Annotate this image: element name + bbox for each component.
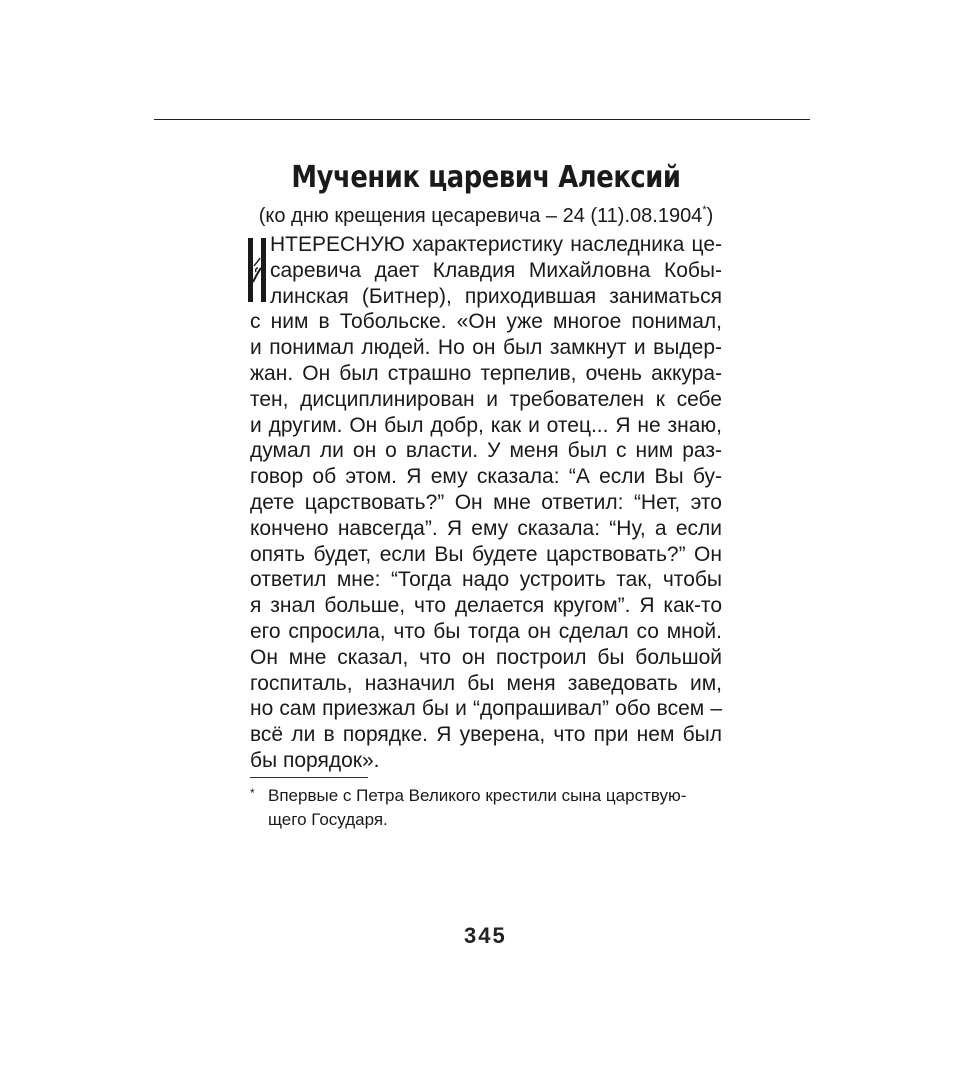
text-line: ответил мне: “Тогда надо устроить так, чтобы <box>250 568 722 592</box>
text-line: но сам приезжал бы и “допрашивал” обо всем – <box>250 697 722 721</box>
footnote-line: щего Государя. <box>268 810 388 829</box>
text-line: кончено навсегда”. Я ему сказала: “Ну, а если <box>250 516 722 540</box>
text-line: и понимал людей. Но он был замкнут и выдер- <box>250 336 722 360</box>
footnote-line: Впервые с Петра Великого крестили сына царствую- <box>268 786 687 805</box>
footnote-marker: * <box>250 786 255 800</box>
text-line: тен, дисциплинирован и требователен к себе <box>250 387 722 411</box>
text-line: бы порядок». <box>250 748 380 772</box>
text-line: думал ли он о власти. У меня был с ним раз- <box>250 439 722 463</box>
subtitle-text: (ко дню крещения цесаревича – 24 (11).08.1904 <box>258 205 703 227</box>
text-line: и другим. Он был добр, как и отец... Я не знаю, <box>250 413 722 437</box>
article-body <box>250 232 722 774</box>
text-line: с ним в Тобольске. «Он уже многое понимал, <box>250 310 722 334</box>
text-line: НТЕРЕСНУЮ характеристику наследника це- <box>270 233 722 256</box>
text-line: саревича дает Клавдия Михайловна Кобы- <box>270 258 722 282</box>
text-line: Он мне сказал, что он построил бы большой <box>250 645 722 669</box>
text-line: жан. Он был страшно терпелив, очень аккура- <box>250 361 722 385</box>
text-line: я знал больше, что делается кругом”. Я как-то <box>250 594 722 618</box>
page-title: Мученик царевич Алексий <box>291 160 681 195</box>
text-line: говор об этом. Я ему сказала: “А если Вы бу- <box>250 465 722 489</box>
text-line: его спросила, что бы тогда он сделал со мной. <box>250 619 722 643</box>
subtitle <box>250 203 722 229</box>
footnote <box>250 784 730 832</box>
subtitle-footnote-marker: * <box>702 204 707 216</box>
text-line: дете царствовать?” Он мне ответил: “Нет, это <box>250 490 722 514</box>
header-rule <box>154 119 810 120</box>
page-number <box>464 922 524 948</box>
text-line: опять будет, если Вы будете царствовать?” Он <box>250 542 722 566</box>
text-line: госпиталь, назначил бы меня заведовать им, <box>250 671 722 695</box>
footnote-rule <box>250 777 368 778</box>
page-number-text: 345 <box>464 923 507 948</box>
subtitle-closing: ) <box>706 205 714 227</box>
text-line: всё ли в порядке. Я уверена, что при нем был <box>250 723 722 747</box>
text-line: линская (Битнер), приходившая заниматься <box>270 284 722 308</box>
